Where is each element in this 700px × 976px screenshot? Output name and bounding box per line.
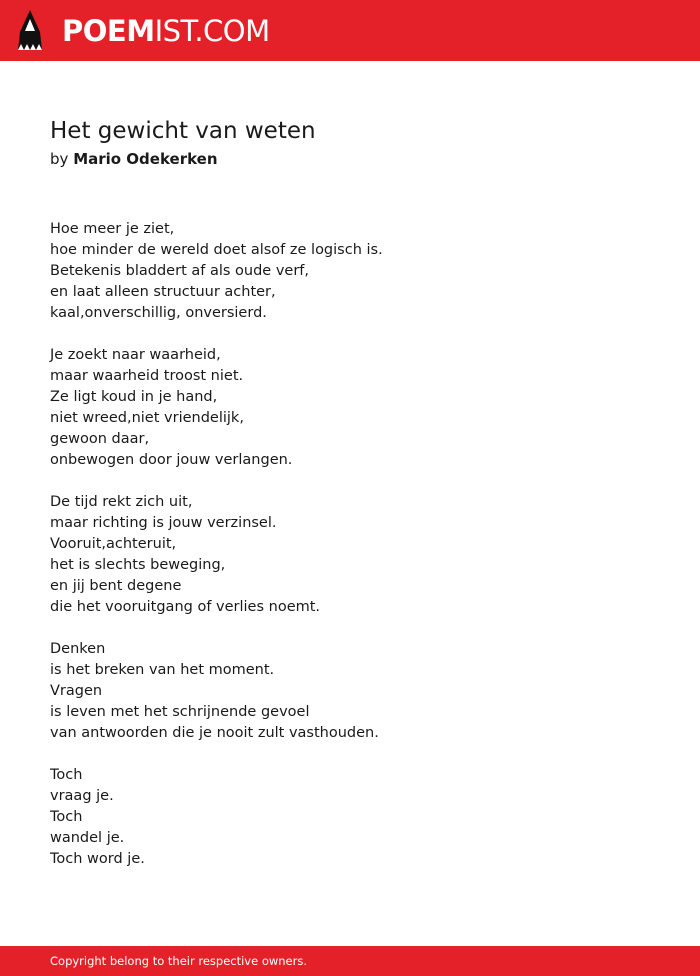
poem-line: maar richting is jouw verzinsel. [50, 515, 277, 531]
by-label: by [50, 150, 69, 168]
poem-line: De tijd rekt zich uit, [50, 494, 193, 510]
poem-line: vraag je. [50, 788, 114, 804]
poem-body [50, 219, 650, 891]
poem-line: is het breken van het moment. [50, 662, 275, 678]
poem-line: Toch [50, 767, 83, 783]
poem-stanza [50, 639, 650, 744]
poem-line: is leven met het schrijnende gevoel [50, 704, 310, 720]
poem-line: wandel je. [50, 830, 125, 846]
byline [50, 148, 218, 170]
author-name: Mario Odekerken [73, 150, 218, 168]
logo-text-bold: POEM [62, 14, 155, 48]
poem-stanza [50, 345, 650, 471]
poem-line: Hoe meer je ziet, [50, 221, 175, 237]
poem-line: Je zoekt naar waarheid, [50, 347, 221, 363]
poem-line: onbewogen door jouw verlangen. [50, 452, 293, 468]
poem-line: die het vooruitgang of verlies noemt. [50, 599, 321, 615]
poem-line: Betekenis bladdert af als oude verf, [50, 263, 310, 279]
copyright-text: Copyright belong to their respective owners. [50, 954, 308, 968]
poem-line: maar waarheid troost niet. [50, 368, 244, 384]
poem-line: Denken [50, 641, 106, 657]
site-logo[interactable] [62, 11, 270, 51]
poem-line: Vragen [50, 683, 103, 699]
poem-stanza [50, 765, 650, 870]
logo-text-light: IST.COM [154, 14, 270, 48]
poem-line: en jij bent degene [50, 578, 182, 594]
poem-line: kaal,onverschillig, onversierd. [50, 305, 267, 321]
poem-line: niet wreed,niet vriendelijk, [50, 410, 244, 426]
poem-stanza [50, 492, 650, 618]
poem-line: Toch [50, 809, 83, 825]
poem-title: Het gewicht van weten [50, 118, 316, 144]
poem-line: en laat alleen structuur achter, [50, 284, 276, 300]
pencil-tip-icon [17, 10, 43, 52]
site-header [0, 0, 700, 61]
poem-line: Ze ligt koud in je hand, [50, 389, 218, 405]
site-footer [0, 946, 700, 976]
poem-line: Vooruit,achteruit, [50, 536, 177, 552]
poem-line: van antwoorden die je nooit zult vasthouden. [50, 725, 379, 741]
poem-line: gewoon daar, [50, 431, 150, 447]
poem-line: hoe minder de wereld doet alsof ze logisch is. [50, 242, 383, 258]
poem-stanza [50, 219, 650, 324]
poem-line: Toch word je. [50, 851, 145, 867]
poem-line: het is slechts beweging, [50, 557, 226, 573]
